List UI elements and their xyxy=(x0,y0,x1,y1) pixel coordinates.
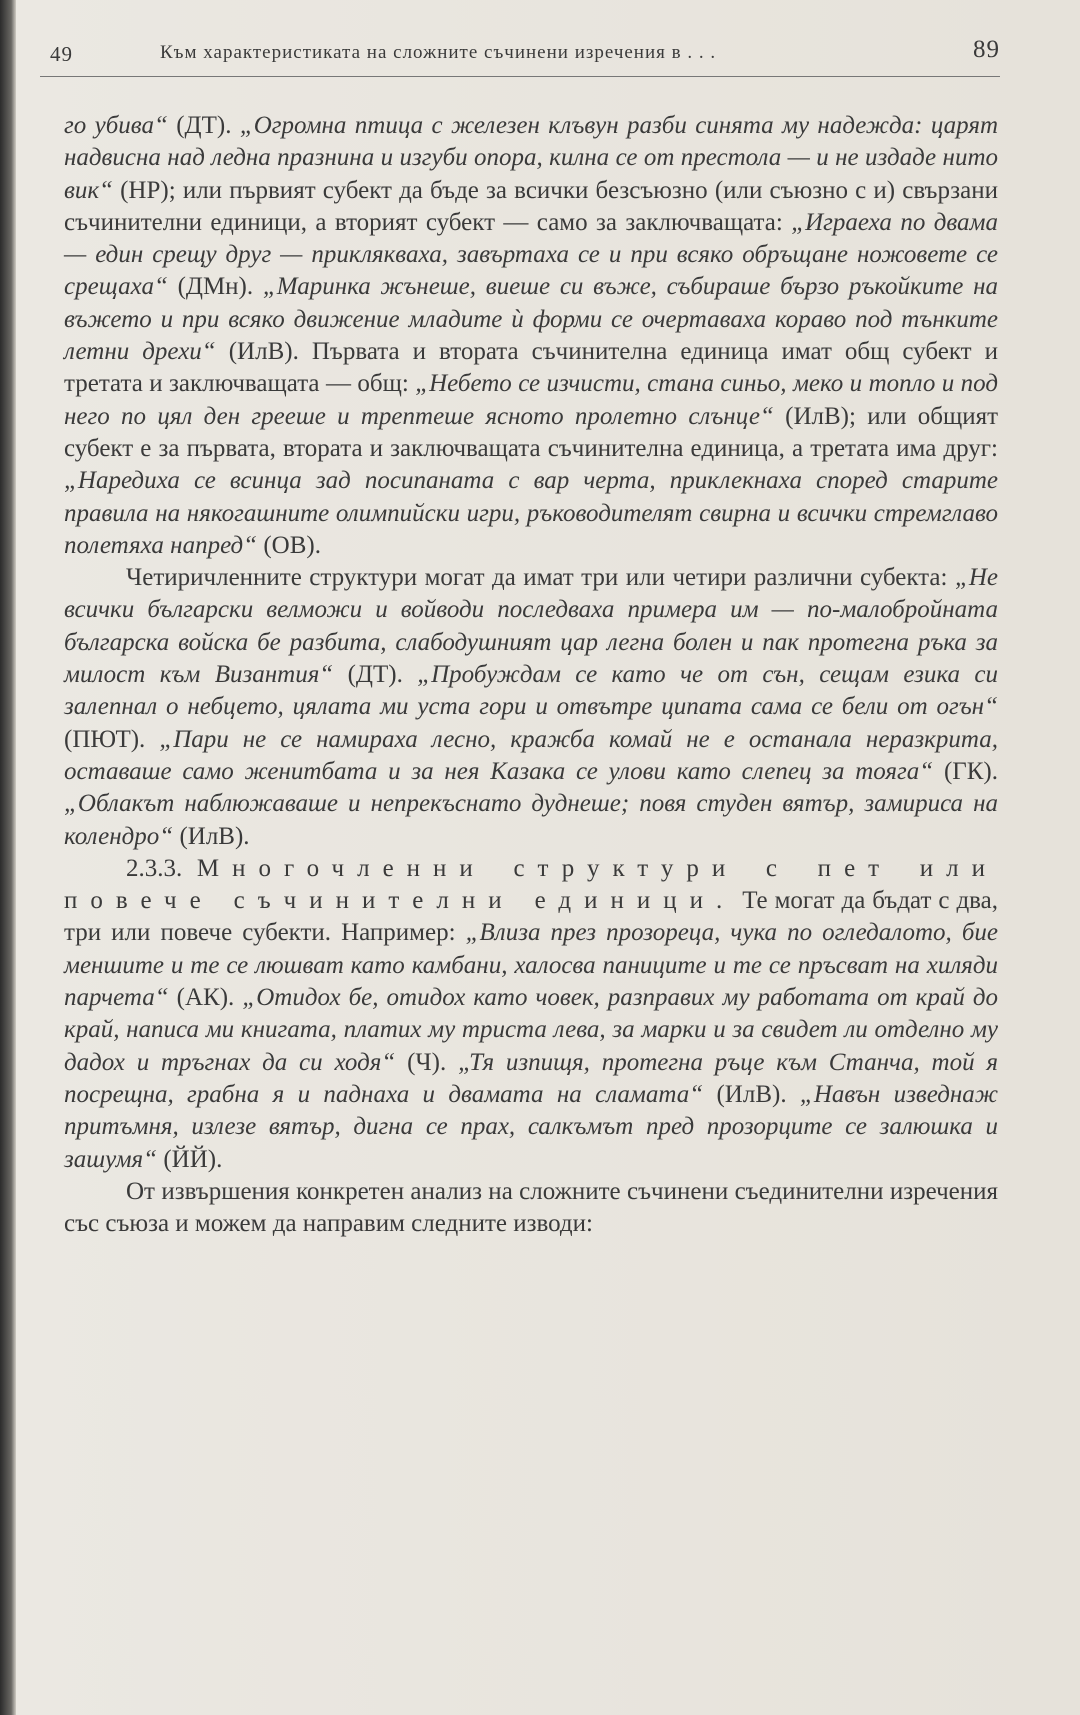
paragraph-1: го убива“ (ДТ). „Огромна птица с железен клъвун разби синята му надежда: царят надвисна над ледна празнина и изгуби опора, килна се от престола — и не издаде нито вик“ (НР); или първият субект да бъде за всички безсъюзно (или съюзно с и) свързани съчинителни единици, а вторият субект — само за заключващата: „Играеха по двама — един срещу друг — приклякваха, завъртаха се и при всяко обръщане ножовете се срещаха“ (ДМн). „Маринка жънеше, виеше си въже, събираше бързо ръкойките на въжето и при всяко движение младите ѝ форми се очертаваха кораво под тънките летни дрехи“ (ИлВ). Първата и втората съчинителна единица имат общ субект и третата и заключващата — общ: „Небето се изчисти, стана синьо, меко и топло и под него по цял ден грееше и трептеше ясното пролетно слънце“ (ИлВ); или общият субект е за първата, втората и заключващата съчинителна единица, а третата има друг: „Наредиха се всинца зад посипаната с вар черта, приклекнаха според старите правила на някогашните олимпийски игри, ръководителят свирна и всички стремглаво полетяха напред“ (ОВ). xyxy=(64,112,999,559)
header-left-number: 49 xyxy=(50,42,73,66)
header-rule xyxy=(40,76,1000,77)
running-title: Към характеристиката на сложните съчинени изречения в . . . xyxy=(160,42,717,63)
book-spine-shadow xyxy=(0,0,16,1715)
section-heading: Многочленни структури с пет или повече съчинителни единици. xyxy=(64,854,998,915)
paragraph-3: 2.3.3. Многочленни структури с пет или повече съчинителни единици. Те могат да бъдат с два, три или повече субекти. Например: „Влиза през прозореца, чука по огледалото, бие меншите и те се люшват като камбани, халосва паниците и те се пръсват на хиляди парчета“ (АК). „Отидох бе, отидох като човек, разправих му работата от край до край, написа ми книгата, платих му триста лева, за марки и за свидет ли отделно му дадох и тръгнах да си ходя“ (Ч). „Тя изпищя, протегна ръце към Станча, той я посрещна, грабна я и паднаха и двамата на сламата“ (ИлВ). „Навън изведнаж притъмня, излезе вятър, дигна се прах, салкъмът пред прозорците се залюшка и зашумя“ (ЙЙ). xyxy=(64,854,999,1173)
paragraph-2: Четиричленните структури могат да имат три или четири различни субекта: „Не всички български велможи и войводи последваха примера им — по-малобройната българска войска бе разбита, слабодушният цар легна болен и пак протегна ръка за милост към Византия“ (ДТ). „Пробуждам се като че от сън, сещам езика си залепнал о небцето, цялата ми уста гори и отвътре ципата сама се бели от огън“ (ПЮТ). „Пари не се намираха лесно, кражба комай не е останала неразкрита, оставаше само женитбата и за нея Казака се улови като слепец за тояга“ (ГК). „Облакът наблюжаваше и непрекъснато дуднеше; повя студен вятър, замириса на колендро“ (ИлВ). xyxy=(64,564,998,850)
page-body xyxy=(64,110,998,1240)
running-header xyxy=(50,36,1000,76)
paragraph-4: От извършения конкретен анализ на сложните съчинени съединителни изречения със съюза и можем да направим следните изводи: xyxy=(64,1177,998,1238)
section-number: 2.3.3. xyxy=(126,854,183,882)
page-number: 89 xyxy=(973,36,1000,63)
